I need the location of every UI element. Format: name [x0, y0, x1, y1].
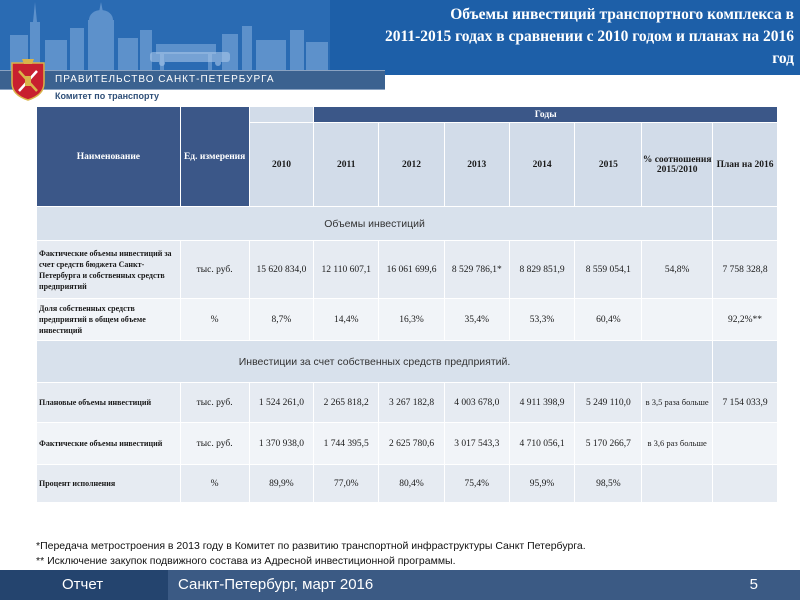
government-label: ПРАВИТЕЛЬСТВО САНКТ-ПЕТЕРБУРГА — [55, 74, 275, 85]
header-unit: Ед. измерения — [180, 107, 249, 207]
cell-ratio: 54,8% — [642, 241, 713, 299]
header-plan: План на 2016 — [713, 123, 778, 207]
footer-report-label: Отчет — [62, 576, 104, 593]
header-name: Наименование — [37, 107, 181, 207]
cell-plan: 92,2%** — [713, 299, 778, 341]
cell-2010: 89,9% — [249, 465, 314, 503]
cell-plan — [713, 465, 778, 503]
cell-2015: 8 559 054,1 — [575, 241, 642, 299]
cell-2015: 60,4% — [575, 299, 642, 341]
cell-ratio: в 3,6 раз больше — [642, 423, 713, 465]
header-year-2011: 2011 — [314, 123, 379, 207]
cell-2013: 3 017 543,3 — [444, 423, 509, 465]
table-row — [37, 423, 778, 465]
cell-plan: 7 154 033,9 — [713, 383, 778, 423]
cell-2015: 5 249 110,0 — [575, 383, 642, 423]
cell-2015: 98,5% — [575, 465, 642, 503]
cell-2012: 16,3% — [379, 299, 445, 341]
row-unit: % — [180, 465, 249, 503]
cell-ratio: в 3,5 раза больше — [642, 383, 713, 423]
section-own-funds: Инвестиции за счет собственных средств предприятий. — [37, 341, 713, 383]
table-row — [37, 241, 778, 299]
cell-2012: 16 061 699,6 — [379, 241, 445, 299]
footnote-1: *Передача метростроения в 2013 году в Комитет по развитию транспортной инфраструктуры Санкт Петербурга. — [36, 540, 586, 552]
cell-2010: 1 370 938,0 — [249, 423, 314, 465]
cell-2011: 2 265 818,2 — [314, 383, 379, 423]
header-year-2014: 2014 — [509, 123, 575, 207]
row-unit: тыс. руб. — [180, 423, 249, 465]
cell-2013: 35,4% — [444, 299, 509, 341]
header-year-2012: 2012 — [379, 123, 445, 207]
row-name: Плановые объемы инвестиций — [37, 383, 181, 423]
row-name: Доля собственных средств предприятий в общем объеме инвестиций — [37, 299, 181, 341]
government-band — [0, 70, 385, 90]
table-row — [37, 465, 778, 503]
row-unit: % — [180, 299, 249, 341]
footer-city-date: Санкт-Петербург, март 2016 — [178, 576, 374, 593]
row-name: Фактические объемы инвестиций — [37, 423, 181, 465]
table-row — [37, 299, 778, 341]
coat-of-arms-icon — [8, 57, 48, 101]
section-investment-volume: Объемы инвестиций — [37, 207, 713, 241]
header-year-2013: 2013 — [444, 123, 509, 207]
title-line-1: Объемы инвестиций транспортного комплекса в — [450, 6, 794, 23]
cell-2014: 53,3% — [509, 299, 575, 341]
page-number: 5 — [749, 576, 758, 593]
row-name: Процент исполнения — [37, 465, 181, 503]
header-ratio: % соотношения 2015/2010 — [642, 123, 713, 207]
row-unit: тыс. руб. — [180, 383, 249, 423]
cell-plan — [713, 423, 778, 465]
cell-2011: 14,4% — [314, 299, 379, 341]
slide-header — [0, 0, 800, 75]
title-line-3: год — [772, 50, 794, 67]
cell-2015: 5 170 266,7 — [575, 423, 642, 465]
cell-plan: 7 758 328,8 — [713, 241, 778, 299]
cell-2013: 4 003 678,0 — [444, 383, 509, 423]
cell-2013: 75,4% — [444, 465, 509, 503]
cell-2010: 1 524 261,0 — [249, 383, 314, 423]
cell-2011: 12 110 607,1 — [314, 241, 379, 299]
slide-footer — [0, 570, 800, 600]
cell-ratio — [642, 299, 713, 341]
cell-2010: 8,7% — [249, 299, 314, 341]
city-skyline-image — [0, 0, 330, 75]
slide-title — [324, 4, 794, 70]
header-years: Годы — [314, 107, 778, 123]
header-year-2010: 2010 — [249, 123, 314, 207]
cell-2012: 80,4% — [379, 465, 445, 503]
title-line-2: 2011-2015 годах в сравнении с 2010 годом и планах на 2016 — [384, 28, 794, 45]
cell-2013: 8 529 786,1* — [444, 241, 509, 299]
cell-2014: 4 710 056,1 — [509, 423, 575, 465]
cell-2011: 1 744 395,5 — [314, 423, 379, 465]
cell-ratio — [642, 465, 713, 503]
committee-label: Комитет по транспорту — [55, 91, 160, 101]
cell-2011: 77,0% — [314, 465, 379, 503]
cell-2014: 95,9% — [509, 465, 575, 503]
header-year-2015: 2015 — [575, 123, 642, 207]
cell-2010: 15 620 834,0 — [249, 241, 314, 299]
table-row — [37, 383, 778, 423]
row-unit: тыс. руб. — [180, 241, 249, 299]
cell-2014: 8 829 851,9 — [509, 241, 575, 299]
cell-2012: 3 267 182,8 — [379, 383, 445, 423]
investment-table — [36, 106, 778, 503]
cell-2014: 4 911 398,9 — [509, 383, 575, 423]
footnote-2: ** Исключение закупок подвижного состава из Адресной инвестиционной программы. — [36, 555, 456, 567]
row-name: Фактические объемы инвестиций за счет средств бюджета Санкт-Петербурга и собственных средств предприятий — [37, 241, 181, 299]
cell-2012: 2 625 780,6 — [379, 423, 445, 465]
